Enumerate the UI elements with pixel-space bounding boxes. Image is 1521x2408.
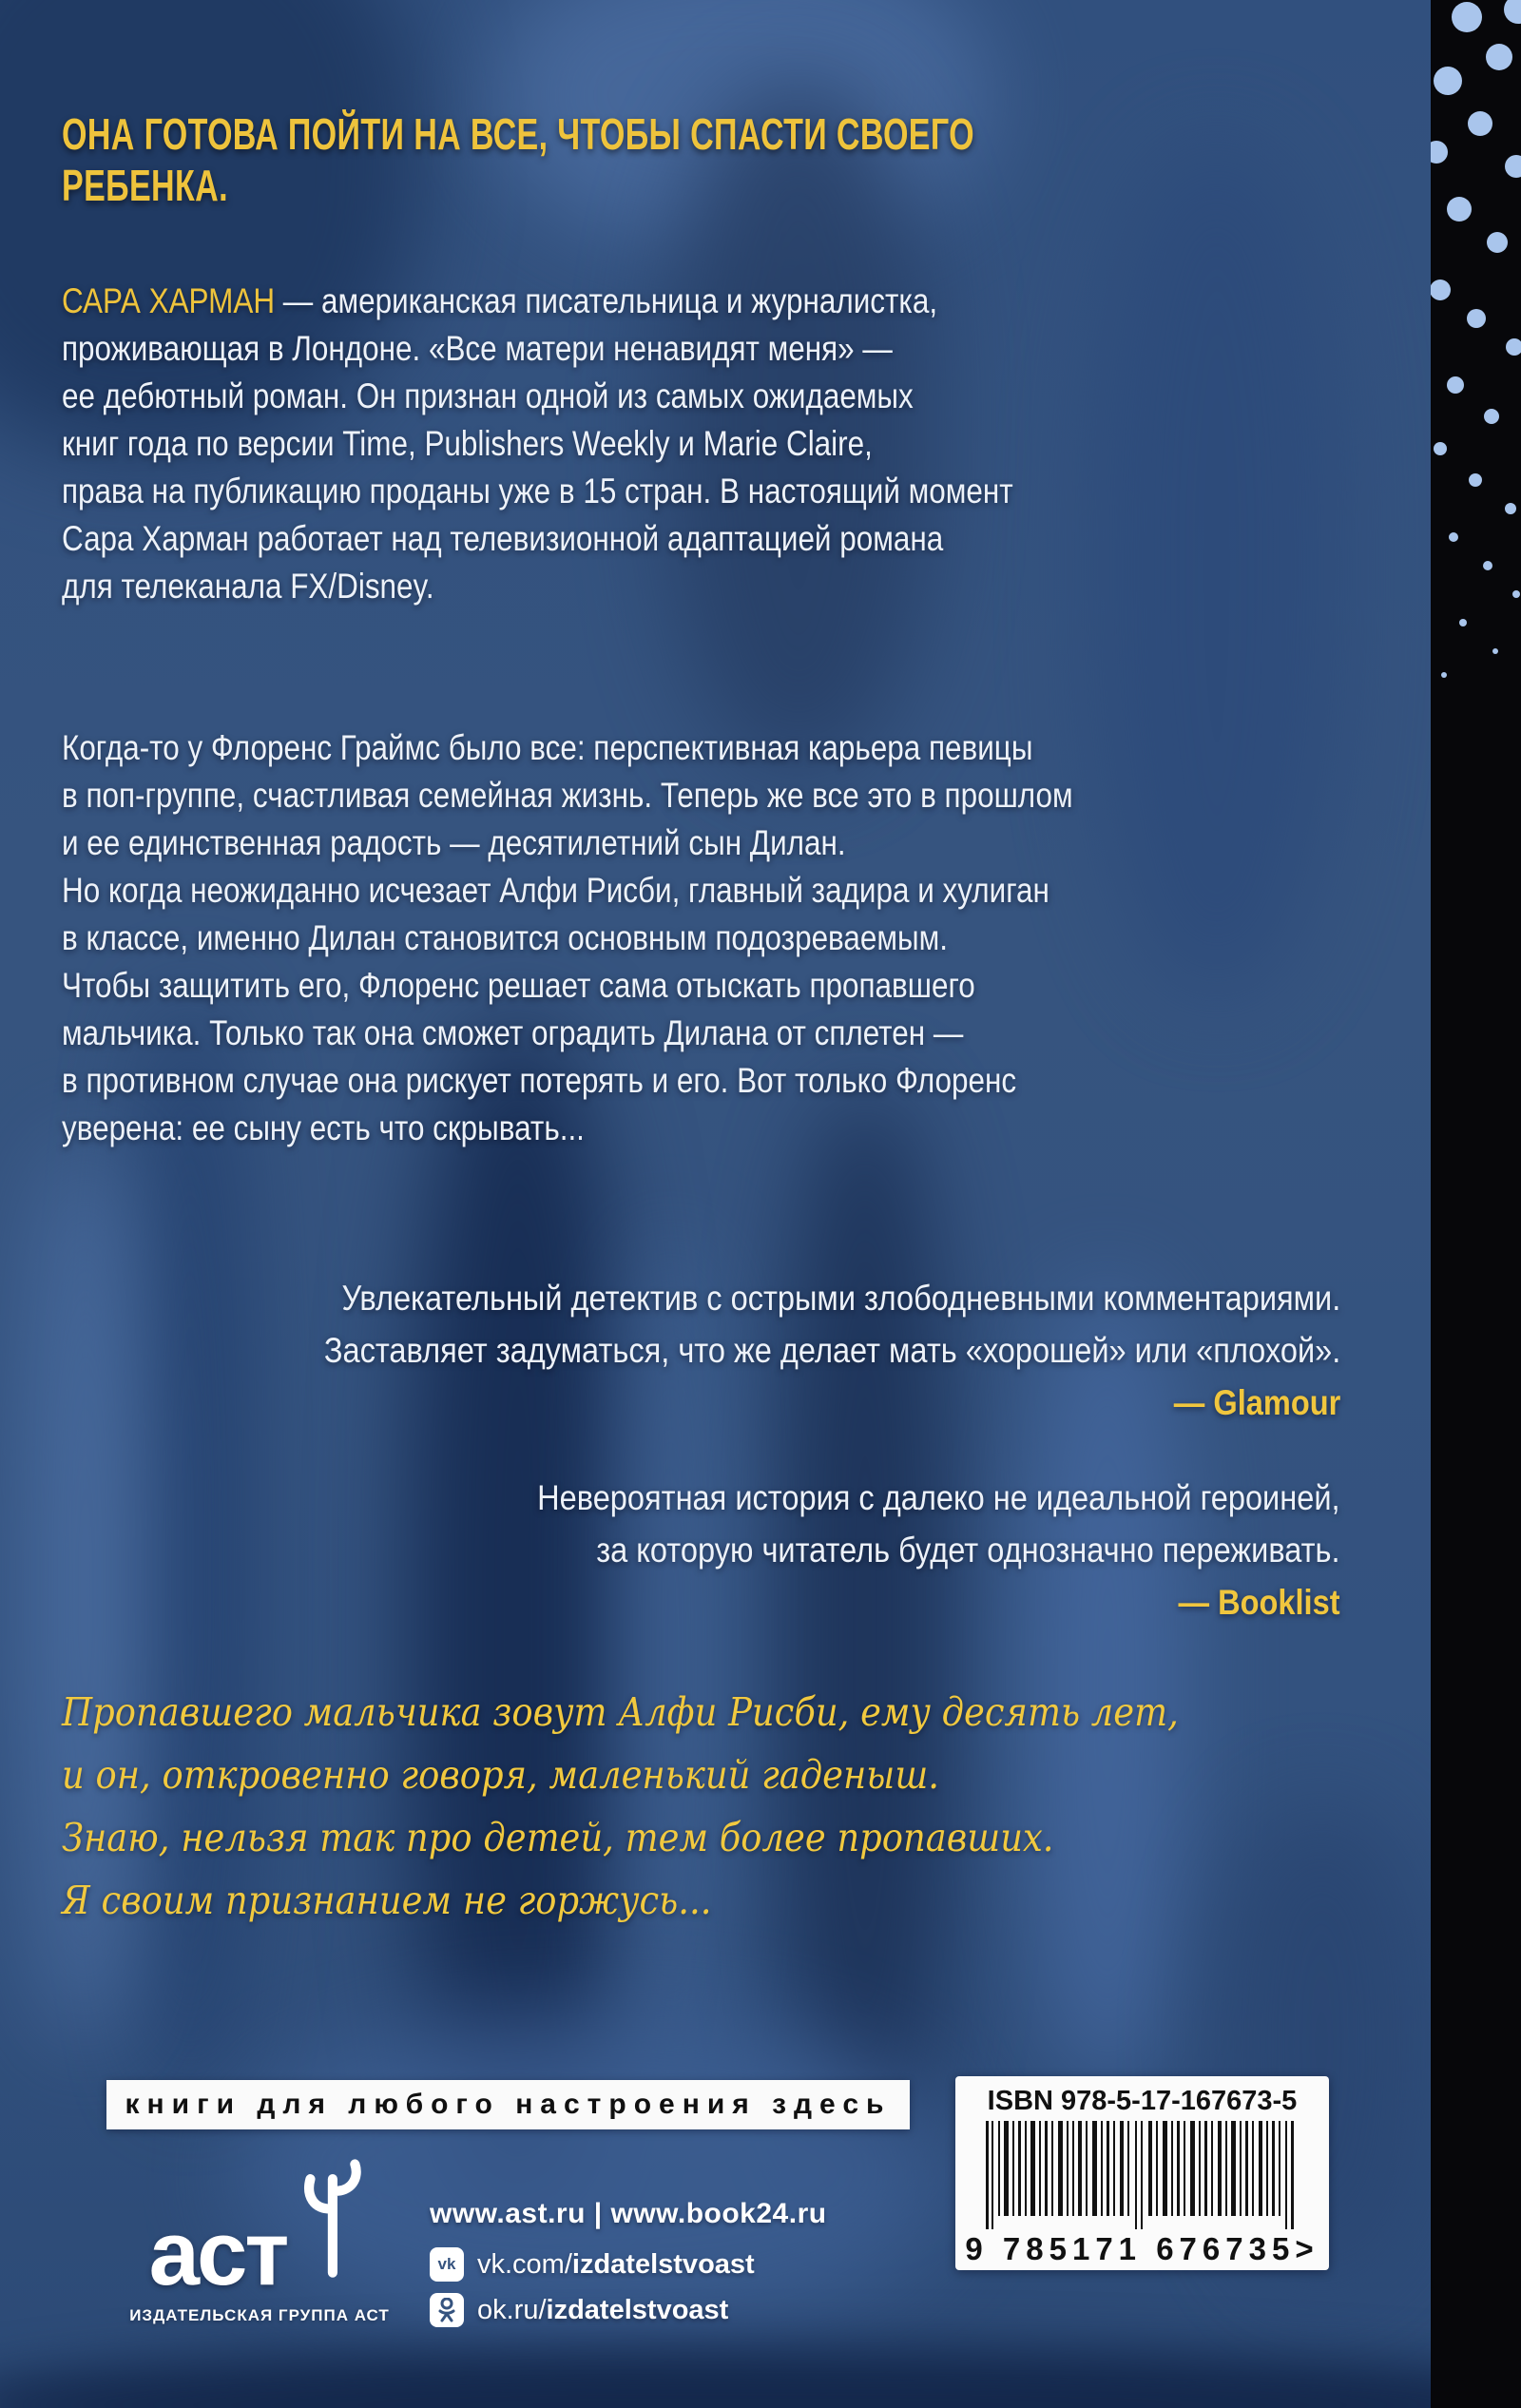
excerpt-line: Я своим признанием не горжусь... bbox=[62, 1878, 712, 1923]
author-name: САРА ХАРМАН bbox=[62, 281, 276, 320]
publisher-logo bbox=[122, 2150, 397, 2325]
headline-line: РЕБЕНКА. bbox=[62, 161, 228, 210]
headline-line: ОНА ГОТОВА ПОЙТИ НА ВСЕ, ЧТОБЫ СПАСТИ СВОЕГО bbox=[62, 109, 974, 159]
bio-line-rest: — американская писательница и журналистка, bbox=[275, 281, 938, 320]
vk-link: vk.com/izdatelstvoast bbox=[477, 2248, 755, 2280]
bio-line: права на публикацию проданы уже в 15 стран. В настоящий момент bbox=[62, 472, 1013, 510]
barcode-digits: 9 785171 676735> bbox=[965, 2231, 1319, 2266]
ok-icon bbox=[430, 2293, 464, 2327]
bio-line bbox=[62, 278, 1013, 325]
bio-line: проживающая в Лондоне. «Все матери ненавидят меня» — bbox=[62, 329, 893, 368]
bio-line: книг года по версии Time, Publishers Weekly и Marie Claire, bbox=[62, 424, 873, 463]
cover-headline bbox=[62, 108, 974, 211]
ok-link: ok.ru/izdatelstvoast bbox=[477, 2294, 729, 2325]
press-quote-glamour bbox=[324, 1272, 1340, 1429]
synopsis-line: уверена: ее сыну есть что скрывать... bbox=[62, 1108, 585, 1147]
quote-line: Заставляет задуматься, что же делает мать «хорошей» или «плохой». bbox=[323, 1331, 1340, 1370]
vk-link-row bbox=[430, 2245, 827, 2283]
quote-line: за которую читатель будет однозначно переживать. bbox=[596, 1531, 1340, 1570]
bio-line: ее дебютный роман. Он признан одной из самых ожидаемых bbox=[62, 376, 914, 415]
press-quote-booklist bbox=[538, 1472, 1340, 1628]
quote-line: Невероятная история с далеко не идеальной героиней, bbox=[537, 1478, 1340, 1517]
bio-line: Сара Харман работает над телевизионной адаптацией романа bbox=[62, 519, 944, 558]
synopsis-line: Чтобы защитить его, Флоренс решает сама отыскать пропавшего bbox=[62, 966, 975, 1005]
vk-icon: vk bbox=[430, 2247, 464, 2282]
synopsis-line: в поп-группе, счастливая семейная жизнь. Теперь же все это в прошлом bbox=[62, 776, 1073, 815]
isbn-barcode-box bbox=[955, 2076, 1329, 2270]
author-bio bbox=[62, 278, 1013, 610]
excerpt-line: и он, откровенно говоря, маленький гаденыш. bbox=[62, 1752, 940, 1798]
website-links: www.ast.ru | www.book24.ru bbox=[430, 2198, 827, 2229]
quote-source: — Booklist bbox=[1178, 1583, 1340, 1622]
publisher-logo-text: аст bbox=[148, 2203, 287, 2305]
synopsis-line: в противном случае она рискует потерять и его. Вот только Флоренс bbox=[62, 1061, 1017, 1100]
synopsis-line: в классе, именно Дилан становится основным подозреваемым. bbox=[62, 918, 948, 957]
synopsis-line: Но когда неожиданно исчезает Алфи Рисби, главный задира и хулиган bbox=[62, 871, 1049, 910]
synopsis-line: Когда-то у Флоренс Граймс было все: перспективная карьера певицы bbox=[62, 728, 1033, 767]
bio-line: для телеканала FX/Disney. bbox=[62, 567, 434, 606]
publisher-tagline-bar bbox=[106, 2080, 910, 2129]
ast-figure-icon bbox=[288, 2141, 370, 2293]
halftone-dots-icon bbox=[1431, 0, 1521, 694]
publisher-tagline: книги для любого настроения здесь bbox=[125, 2089, 892, 2120]
publisher-label: ИЗДАТЕЛЬСКАЯ ГРУППА АСТ bbox=[129, 2306, 390, 2324]
ok-link-row bbox=[430, 2291, 827, 2329]
synopsis-line: мальчика. Только так она сможет оградить Дилана от сплетен — bbox=[62, 1013, 964, 1052]
isbn-number: ISBN 978-5-17-167673-5 bbox=[987, 2086, 1298, 2116]
excerpt-line: Знаю, нельзя так про детей, тем более пропавших. bbox=[62, 1815, 1054, 1860]
excerpt-line: Пропавшего мальчика зовут Алфи Рисби, ему десять лет, bbox=[62, 1689, 1179, 1735]
book-excerpt bbox=[62, 1681, 1179, 1932]
publisher-links bbox=[430, 2198, 827, 2329]
synopsis-line: и ее единственная радость — десятилетний сын Дилан. bbox=[62, 823, 846, 862]
synopsis bbox=[62, 724, 1073, 1152]
quote-source: — Glamour bbox=[1173, 1383, 1340, 1422]
barcode-icon bbox=[986, 2121, 1300, 2233]
quote-line: Увлекательный детектив с острыми злободневными комментариями. bbox=[341, 1279, 1340, 1318]
halftone-strip bbox=[1431, 0, 1521, 2408]
